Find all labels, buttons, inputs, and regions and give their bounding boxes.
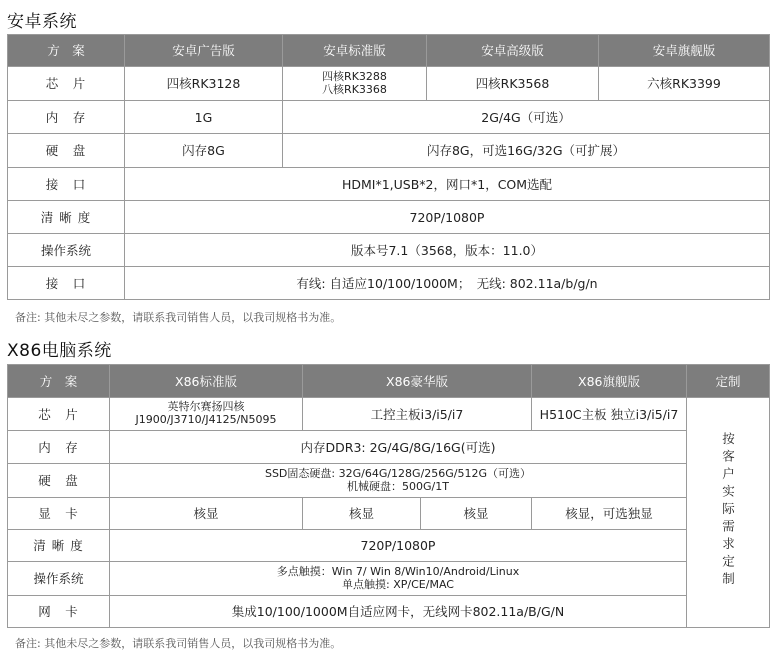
cell-disk: [110, 464, 687, 498]
cell-chip-standard-line1: 英特尔赛扬四核: [167, 400, 245, 414]
cell-gpu-deluxe-b: 核显: [421, 498, 532, 530]
header-x86-standard: X86标准版: [110, 365, 303, 398]
cell-chip-deluxe: 工控主板i3/i5/i7: [303, 398, 532, 431]
cell-custom: [687, 398, 770, 628]
header-android-ad: 安卓广告版: [125, 35, 283, 67]
cell-os: 版本号7.1（3568，版本：11.0）: [125, 234, 770, 267]
cell-chip-standard: [110, 398, 303, 431]
custom-text: 按客户实际需求定制: [720, 432, 736, 590]
table-row: [8, 431, 770, 464]
header-android-advanced: 安卓高级版: [427, 35, 599, 67]
cell-memory-rest: 2G/4G（可选）: [283, 101, 770, 134]
cell-ports: HDMI*1,USB*2，网口*1，COM选配: [125, 168, 770, 201]
header-scheme: 方 案: [8, 365, 110, 398]
table-row: [8, 234, 770, 267]
cell-gpu-deluxe-a: 核显: [303, 498, 421, 530]
row-label-disk: 硬 盘: [8, 464, 110, 498]
table-row: [8, 530, 770, 562]
cell-chip-advanced: 四核RK3568: [427, 67, 599, 101]
table-row: [8, 168, 770, 201]
table-row: [8, 267, 770, 300]
cell-network: 有线: 自适应10/100/1000M； 无线: 802.11a/b/g/n: [125, 267, 770, 300]
row-label-memory: 内 存: [8, 431, 110, 464]
row-label-network: 接 口: [8, 267, 125, 300]
android-note: 备注: 其他未尽之参数，请联系我司销售人员，以我司规格书为准。: [15, 311, 342, 324]
row-label-disk: 硬 盘: [8, 134, 125, 168]
cell-nic: 集成10/100/1000M自适应网卡，无线网卡802.11a/B/G/N: [110, 596, 687, 628]
header-x86-flagship: X86旗舰版: [532, 365, 687, 398]
cell-disk-line1: SSD固态硬盘: 32G/64G/128G/256G/512G（可选）: [264, 466, 532, 480]
row-label-nic: 网 卡: [8, 596, 110, 628]
table-header-row: [8, 35, 770, 67]
cell-disk-line2: 机械硬盘：500G/1T: [347, 479, 449, 493]
table-row: [8, 464, 770, 498]
cell-chip-standard-line1: 四核RK3288: [322, 69, 387, 83]
cell-resolution: 720P/1080P: [110, 530, 687, 562]
cell-chip-flagship: 六核RK3399: [599, 67, 770, 101]
android-spec-table: [7, 34, 770, 300]
row-label-resolution: 清 晰 度: [8, 530, 110, 562]
table-row: [8, 134, 770, 168]
header-x86-deluxe: X86豪华版: [303, 365, 532, 398]
cell-chip-standard: [283, 67, 427, 101]
header-scheme: 方 案: [8, 35, 125, 67]
table-row: [8, 562, 770, 596]
x86-spec-table: [7, 364, 770, 628]
cell-os-line2: 单点触摸: XP/CE/MAC: [342, 577, 454, 591]
cell-chip-standard-line2: 八核RK3368: [322, 82, 387, 96]
x86-section-title: X86电脑系统: [7, 341, 112, 361]
table-row: [8, 498, 770, 530]
cell-memory: 内存DDR3: 2G/4G/8G/16G(可选): [110, 431, 687, 464]
cell-os: [110, 562, 687, 596]
row-label-ports: 接 口: [8, 168, 125, 201]
cell-disk-rest: 闪存8G，可选16G/32G（可扩展）: [283, 134, 770, 168]
cell-memory-ad: 1G: [125, 101, 283, 134]
row-label-os: 操作系统: [8, 562, 110, 596]
table-header-row: [8, 365, 770, 398]
table-row: [8, 201, 770, 234]
table-row: [8, 596, 770, 628]
row-label-chip: 芯 片: [8, 398, 110, 431]
header-android-flagship: 安卓旗舰版: [599, 35, 770, 67]
cell-resolution: 720P/1080P: [125, 201, 770, 234]
table-row: [8, 101, 770, 134]
cell-chip-flagship: H510C主板 独立i3/i5/i7: [532, 398, 687, 431]
header-custom: 定制: [687, 365, 770, 398]
cell-gpu-standard: 核显: [110, 498, 303, 530]
table-row: [8, 398, 770, 431]
row-label-chip: 芯 片: [8, 67, 125, 101]
row-label-memory: 内 存: [8, 101, 125, 134]
x86-note: 备注: 其他未尽之参数，请联系我司销售人员，以我司规格书为准。: [15, 637, 342, 650]
android-section-title: 安卓系统: [7, 12, 77, 32]
cell-os-line1: 多点触摸：Win 7/ Win 8/Win10/Android/Linux: [276, 564, 520, 578]
cell-chip-ad: 四核RK3128: [125, 67, 283, 101]
header-android-standard: 安卓标准版: [283, 35, 427, 67]
cell-chip-standard-line2: J1900/J3710/J4125/N5095: [135, 413, 277, 426]
table-row: [8, 67, 770, 101]
row-label-os: 操作系统: [8, 234, 125, 267]
cell-gpu-flagship: 核显，可选独显: [532, 498, 687, 530]
cell-disk-ad: 闪存8G: [125, 134, 283, 168]
row-label-resolution: 清 晰 度: [8, 201, 125, 234]
row-label-gpu: 显 卡: [8, 498, 110, 530]
